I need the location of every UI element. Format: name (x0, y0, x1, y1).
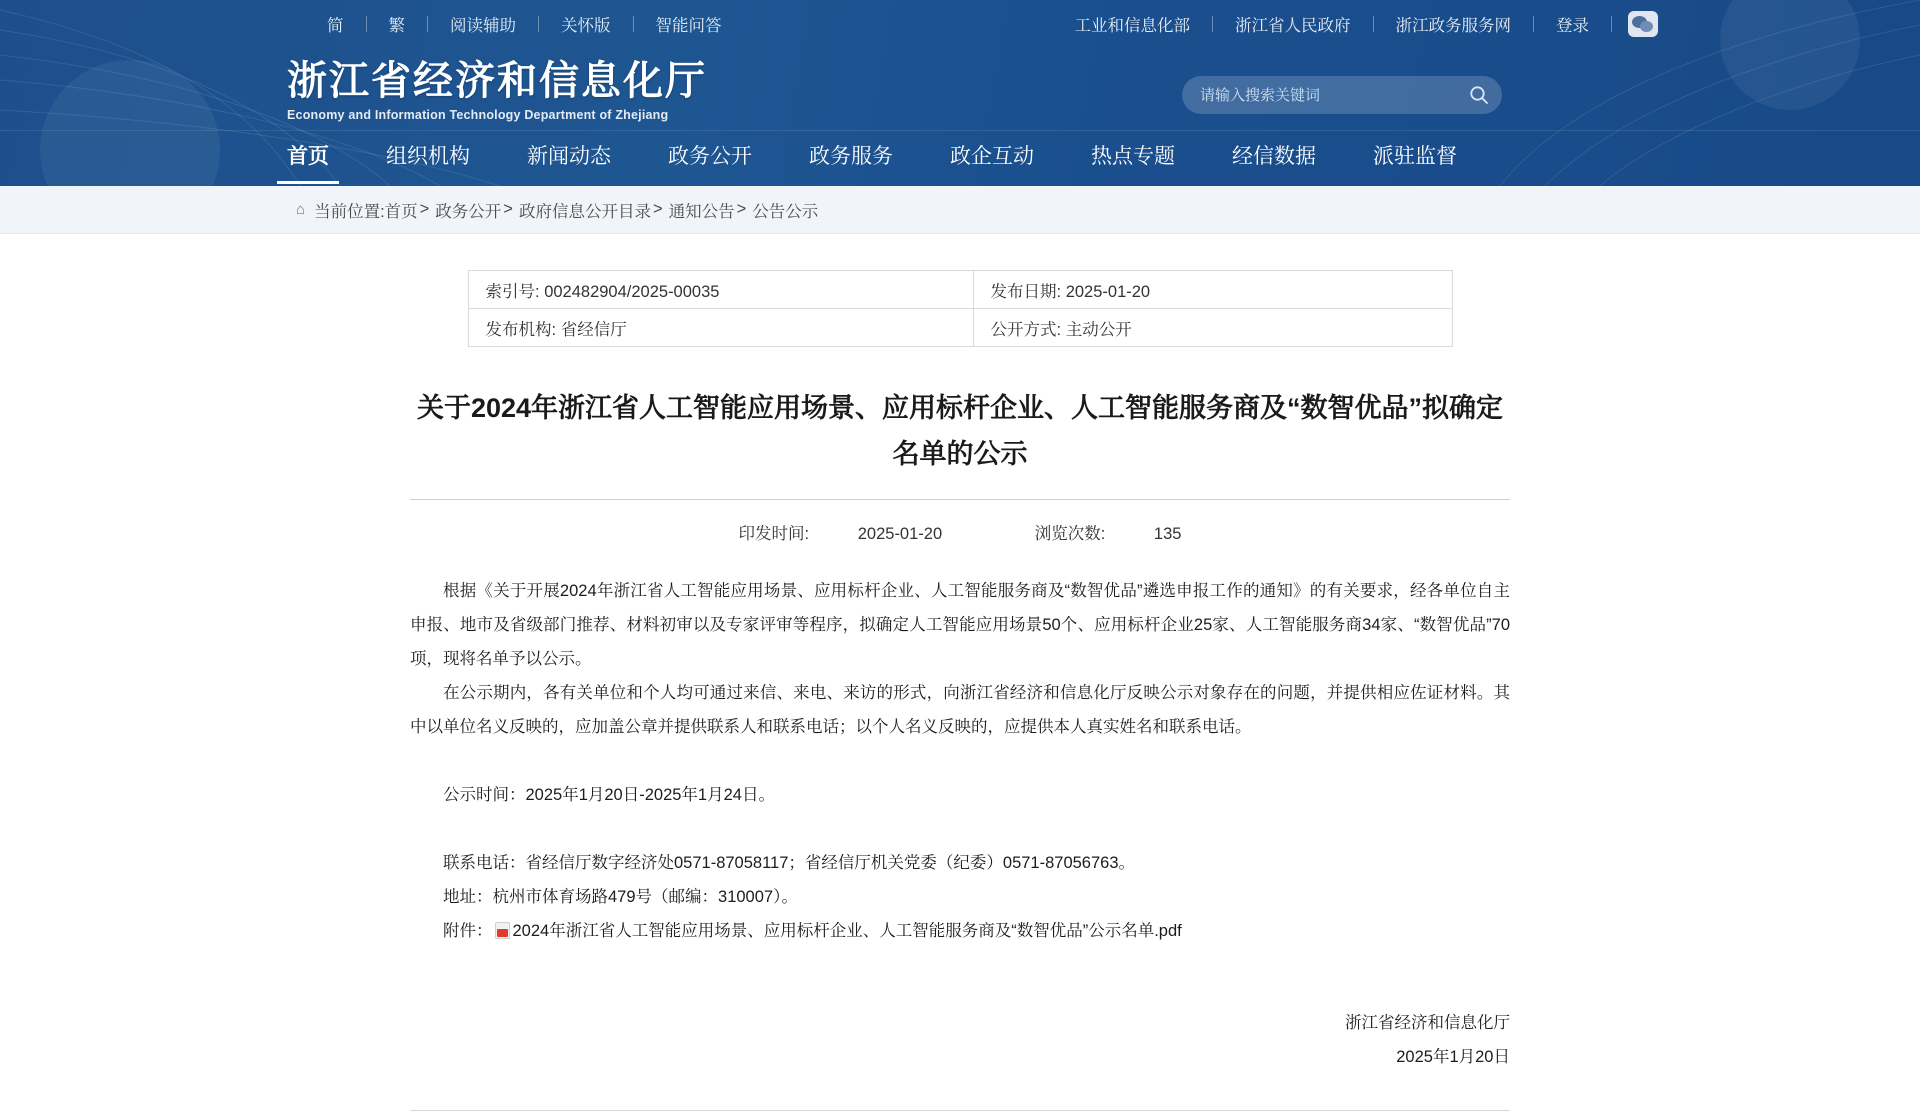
paragraph-address: 地址：杭州市体育场路479号（邮编：310007）。 (443, 888, 798, 906)
nav-item-home[interactable]: 首页 (287, 140, 329, 178)
meta-value-org: 省经信厅 (560, 320, 627, 339)
view-count (1013, 525, 1204, 543)
paragraph-publicity-period: 公示时间：2025年1月20日-2025年1月24日。 (443, 786, 775, 804)
breadcrumb-item-gov-open[interactable]: 政务公开 (435, 202, 502, 221)
site-title-cn: 浙江省经济和信息化厅 (287, 58, 707, 103)
miit-link[interactable]: 工业和信息化部 (1074, 17, 1190, 35)
lang-traditional-link[interactable]: 繁 (388, 17, 405, 35)
paragraph-1: 根据《关于开展2024年浙江省人工智能应用场景、应用标杆企业、人工智能服务商及“数智优品”遴选申报工作的通知》的有关要求，经各单位自主申报、地市及省级部门推荐、材料初审以及专家评审等程序，拟确定人工智能应用场景50个、应用标杆企业25家、人工智能服务商34家、“数智优品”70项，现将名单予以公示。 (410, 582, 1510, 668)
nav-item-economic-data[interactable]: 经信数据 (1232, 144, 1316, 168)
attachment-link[interactable]: 2024年浙江省人工智能应用场景、应用标杆企业、人工智能服务商及“数智优品”公示名单.pdf (512, 922, 1182, 940)
document-body (410, 574, 1510, 1074)
meta-value-index: 002482904/2025-00035 (544, 282, 720, 301)
breadcrumb-separator: > (503, 200, 513, 218)
nav-item-gov-enterprise-interaction[interactable]: 政企互动 (950, 144, 1034, 168)
breadcrumb-item-catalog[interactable]: 政府信息公开目录 (518, 202, 651, 221)
document-submeta (410, 520, 1510, 544)
table-row (468, 271, 1452, 309)
top-left-links (305, 12, 744, 36)
meta-cell-index (468, 271, 973, 309)
breadcrumb-separator: > (652, 200, 663, 218)
meta-label-org: 发布机构: (485, 320, 557, 339)
signature-organization: 浙江省经济和信息化厅 (1345, 1014, 1510, 1032)
spacer (410, 744, 1510, 778)
login-link[interactable]: 登录 (1556, 17, 1589, 35)
site-title-en: Economy and Information Technology Department of Zhejiang (287, 108, 669, 122)
search-box[interactable] (1182, 76, 1502, 114)
print-time-label: 印发时间: (738, 525, 810, 543)
nav-item-stationed-supervision[interactable]: 派驻监督 (1373, 144, 1457, 168)
attachment-label: 附件： (443, 922, 493, 940)
nav-item-organization[interactable]: 组织机构 (386, 144, 470, 168)
document-signature (410, 1006, 1510, 1074)
care-version-link[interactable]: 关怀版 (561, 17, 611, 35)
zj-service-net-link[interactable]: 浙江政务服务网 (1395, 17, 1511, 35)
nav-item-government-affairs-open[interactable]: 政务公开 (668, 144, 752, 168)
meta-cell-openness (973, 309, 1452, 347)
breadcrumb-separator: > (419, 200, 430, 218)
view-count-label: 浏览次数: (1034, 525, 1106, 543)
spacer (410, 812, 1510, 846)
home-icon: ⌂ (296, 201, 306, 218)
meta-cell-publish-date (973, 271, 1452, 309)
nav-item-government-services[interactable]: 政务服务 (809, 144, 893, 168)
meta-label-publish-date: 发布日期: (990, 282, 1062, 301)
meta-label-openness: 公开方式: (990, 320, 1062, 339)
reading-assist-link[interactable]: 阅读辅助 (450, 17, 516, 35)
view-count-value: 135 (1153, 525, 1182, 543)
print-time (717, 525, 969, 543)
top-utility-bar (0, 0, 1920, 48)
divider (1611, 16, 1612, 32)
top-right-links (1053, 11, 1659, 37)
paragraph-contact-phone: 联系电话：省经信厅数字经济处0571-87058117；省经信厅机关党委（纪委）0571-87056763。 (443, 854, 1136, 872)
smart-qa-link[interactable]: 智能问答 (655, 17, 722, 35)
search-button[interactable] (1456, 76, 1502, 114)
document-meta-table (468, 270, 1453, 347)
pdf-icon (495, 922, 510, 939)
breadcrumb-prefix: 当前位置: (314, 202, 385, 221)
wechat-icon[interactable] (1628, 11, 1658, 37)
search-icon (1468, 84, 1490, 106)
breadcrumb (0, 186, 1920, 234)
search-input[interactable] (1182, 87, 1456, 104)
nav-item-hot-topics[interactable]: 热点专题 (1091, 144, 1175, 168)
print-time-value: 2025-01-20 (857, 525, 943, 543)
attachment-line (410, 914, 1510, 948)
page-title: 关于2024年浙江省人工智能应用场景、应用标杆企业、人工智能服务商及“数智优品”拟确定名单的公示 (410, 385, 1510, 500)
nav-item-news[interactable]: 新闻动态 (527, 144, 611, 168)
breadcrumb-item-notice[interactable]: 通知公告 (668, 202, 735, 221)
breadcrumb-item-home[interactable]: 首页 (384, 202, 418, 221)
site-header (0, 0, 1920, 186)
signature-date: 2025年1月20日 (1396, 1048, 1510, 1066)
breadcrumb-item-announcement[interactable]: 公告公示 (752, 202, 819, 221)
zj-government-link[interactable]: 浙江省人民政府 (1235, 17, 1351, 35)
meta-value-openness: 主动公开 (1065, 320, 1132, 339)
meta-value-publish-date: 2025-01-20 (1065, 282, 1151, 301)
breadcrumb-separator: > (736, 200, 747, 218)
meta-label-index: 索引号: (485, 282, 540, 301)
site-brand[interactable] (287, 58, 707, 122)
main-navigation (0, 130, 1920, 186)
table-row (468, 309, 1452, 347)
lang-simplified-link[interactable]: 简 (327, 17, 344, 35)
meta-cell-org (468, 309, 973, 347)
article-container (410, 234, 1510, 1111)
paragraph-2: 在公示期内，各有关单位和个人均可通过来信、来电、来访的形式，向浙江省经济和信息化厅反映公示对象存在的问题，并提供相应佐证材料。其中以单位名义反映的，应加盖公章并提供联系人和联系电话；以个人名义反映的，应提供本人真实姓名和联系电话。 (410, 684, 1510, 736)
